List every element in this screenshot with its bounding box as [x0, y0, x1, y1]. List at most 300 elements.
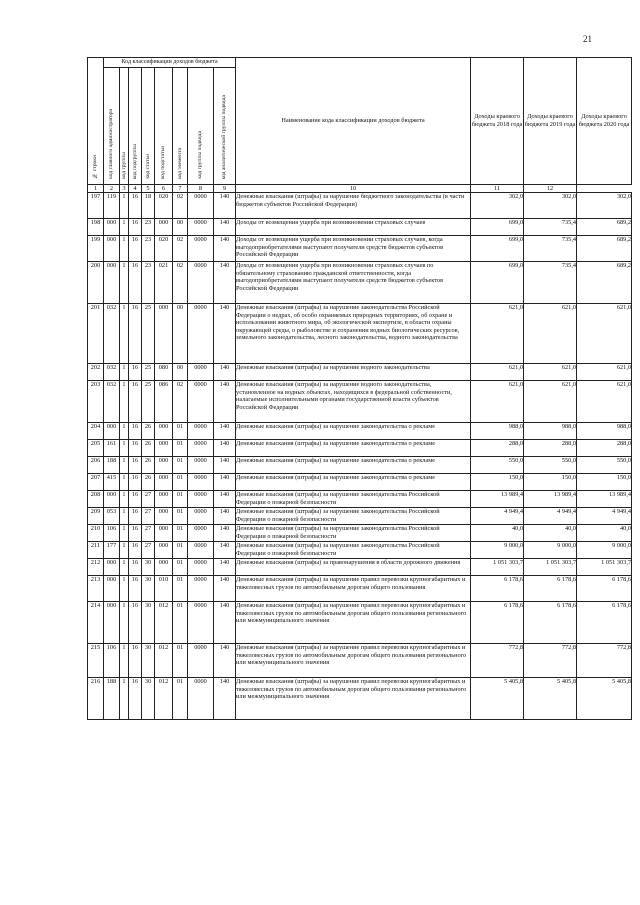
value-2019: 5 405,8 — [524, 678, 577, 720]
table-row — [88, 193, 632, 219]
code-subgroup: 16 — [129, 644, 142, 678]
table-row — [88, 542, 632, 559]
code-analytic-group: 140 — [214, 193, 236, 219]
code-element: 00 — [173, 304, 188, 364]
header-year-2019: Доходы краевого бюджета 2019 года — [524, 58, 577, 185]
code-element: 01 — [173, 576, 188, 602]
value-2020: 772,8 — [577, 644, 632, 678]
column-number: 4 — [129, 185, 142, 193]
code-group: 1 — [120, 219, 129, 236]
revenue-name: Доходы от возмещения ущерба при возникновении страховых случаев по обязательному страхованию гражданской ответственности, когда выгодоприобретателями выступают получатели средств бюджетов субъектов Российской Федерации — [236, 262, 471, 304]
column-number: 10 — [236, 185, 471, 193]
code-element: 01 — [173, 602, 188, 644]
table-row — [88, 236, 632, 262]
column-number: 9 — [214, 185, 236, 193]
value-2018: 40,0 — [471, 525, 524, 542]
code-article: 26 — [142, 474, 155, 491]
value-2020: 621,0 — [577, 381, 632, 423]
code-group: 1 — [120, 491, 129, 508]
row-number: 216 — [88, 678, 104, 720]
value-2018: 6 178,6 — [471, 602, 524, 644]
value-2019: 621,0 — [524, 381, 577, 423]
revenue-name: Денежные взыскания (штрафы) за нарушение законодательства Российской Федерации о пожарной безопасности — [236, 491, 471, 508]
value-2018: 150,0 — [471, 474, 524, 491]
value-2020: 150,0 — [577, 474, 632, 491]
code-admin: 053 — [104, 508, 120, 525]
code-admin: 000 — [104, 423, 120, 440]
value-2019: 6 178,6 — [524, 602, 577, 644]
code-subarticle: 021 — [155, 262, 173, 304]
revenue-name: Денежные взыскания (штрафы) за нарушение законодательства о рекламе — [236, 457, 471, 474]
code-group: 1 — [120, 602, 129, 644]
code-element: 02 — [173, 262, 188, 304]
value-2019: 150,0 — [524, 474, 577, 491]
code-group: 1 — [120, 576, 129, 602]
value-2019: 4 949,4 — [524, 508, 577, 525]
code-admin: 161 — [104, 440, 120, 457]
code-article: 23 — [142, 219, 155, 236]
page-number: 21 — [583, 34, 592, 44]
code-element: 01 — [173, 559, 188, 576]
code-subgroup: 16 — [129, 423, 142, 440]
code-analytic-group: 140 — [214, 559, 236, 576]
code-admin: 032 — [104, 304, 120, 364]
code-group: 1 — [120, 508, 129, 525]
value-2018: 13 989,4 — [471, 491, 524, 508]
revenue-name: Денежные взыскания (штрафы) за нарушение законодательства Российской Федерации о пожарной безопасности — [236, 508, 471, 525]
row-number: 197 — [88, 193, 104, 219]
code-analytic-group: 140 — [214, 525, 236, 542]
code-subgroup: 16 — [129, 193, 142, 219]
code-element: 01 — [173, 457, 188, 474]
row-number: 205 — [88, 440, 104, 457]
header-code-element: код элемента — [173, 68, 188, 185]
code-subgroup: 16 — [129, 525, 142, 542]
code-subarticle: 000 — [155, 457, 173, 474]
code-subtype-group: 0000 — [188, 525, 214, 542]
code-article: 27 — [142, 508, 155, 525]
code-group: 1 — [120, 440, 129, 457]
code-subgroup: 16 — [129, 508, 142, 525]
code-group: 1 — [120, 364, 129, 381]
code-subarticle: 000 — [155, 508, 173, 525]
code-element: 02 — [173, 193, 188, 219]
code-element: 01 — [173, 491, 188, 508]
header-code-article: код статьи — [142, 68, 155, 185]
code-element: 01 — [173, 474, 188, 491]
code-subtype-group: 0000 — [188, 491, 214, 508]
code-admin: 000 — [104, 219, 120, 236]
code-admin: 106 — [104, 525, 120, 542]
code-subtype-group: 0000 — [188, 193, 214, 219]
value-2018: 4 949,4 — [471, 508, 524, 525]
value-2020: 6 178,6 — [577, 576, 632, 602]
header-code-subtype-group: код группы подвида — [188, 68, 214, 185]
code-group: 1 — [120, 423, 129, 440]
code-admin: 032 — [104, 364, 120, 381]
value-2018: 288,0 — [471, 440, 524, 457]
code-element: 01 — [173, 644, 188, 678]
code-article: 30 — [142, 576, 155, 602]
code-subtype-group: 0000 — [188, 219, 214, 236]
code-element: 02 — [173, 236, 188, 262]
code-subgroup: 16 — [129, 381, 142, 423]
code-article: 27 — [142, 542, 155, 559]
value-2020: 9 000,0 — [577, 542, 632, 559]
column-number: 2 — [104, 185, 120, 193]
code-article: 25 — [142, 304, 155, 364]
value-2020: 621,0 — [577, 304, 632, 364]
value-2018: 302,0 — [471, 193, 524, 219]
code-analytic-group: 140 — [214, 381, 236, 423]
table-row — [88, 457, 632, 474]
header-code-analytic-group: код аналитической группы подвида — [214, 68, 236, 185]
value-2019: 735,4 — [524, 262, 577, 304]
code-subtype-group: 0000 — [188, 576, 214, 602]
value-2020: 1 051 303,7 — [577, 559, 632, 576]
value-2018: 699,0 — [471, 262, 524, 304]
code-subarticle: 012 — [155, 644, 173, 678]
code-subgroup: 16 — [129, 440, 142, 457]
header-name: Наименование кода классификации доходов бюджета — [236, 58, 471, 185]
column-numbers-row — [88, 185, 632, 193]
code-subtype-group: 0000 — [188, 304, 214, 364]
code-analytic-group: 140 — [214, 576, 236, 602]
value-2020: 988,0 — [577, 423, 632, 440]
revenue-name: Денежные взыскания (штрафы) за нарушение правил перевозки крупногабаритных и тяжеловесных грузов по автомобильным дорогам общего пользования — [236, 576, 471, 602]
code-subtype-group: 0000 — [188, 440, 214, 457]
code-admin: 415 — [104, 474, 120, 491]
code-article: 30 — [142, 559, 155, 576]
code-admin: 000 — [104, 576, 120, 602]
row-number: 200 — [88, 262, 104, 304]
revenue-name: Денежные взыскания (штрафы) за нарушение законодательства о рекламе — [236, 423, 471, 440]
code-element: 00 — [173, 364, 188, 381]
row-number: 203 — [88, 381, 104, 423]
table-row — [88, 602, 632, 644]
value-2019: 621,0 — [524, 364, 577, 381]
column-number: 8 — [188, 185, 214, 193]
code-subgroup: 16 — [129, 542, 142, 559]
code-subtype-group: 0000 — [188, 542, 214, 559]
header-classification-group: Код классификации доходов бюджета — [104, 58, 236, 68]
code-analytic-group: 140 — [214, 236, 236, 262]
code-element: 01 — [173, 525, 188, 542]
code-subgroup: 16 — [129, 576, 142, 602]
value-2019: 621,0 — [524, 304, 577, 364]
value-2018: 5 405,8 — [471, 678, 524, 720]
revenue-name: Денежные взыскания (штрафы) за нарушение законодательства Российской Федерации о пожарной безопасности — [236, 542, 471, 559]
value-2019: 1 051 303,7 — [524, 559, 577, 576]
code-subarticle: 000 — [155, 423, 173, 440]
code-analytic-group: 140 — [214, 602, 236, 644]
column-number: 7 — [173, 185, 188, 193]
code-subgroup: 16 — [129, 602, 142, 644]
value-2020: 689,2 — [577, 219, 632, 236]
row-number: 213 — [88, 576, 104, 602]
value-2019: 288,0 — [524, 440, 577, 457]
code-article: 18 — [142, 193, 155, 219]
value-2019: 6 178,6 — [524, 576, 577, 602]
code-element: 02 — [173, 381, 188, 423]
code-group: 1 — [120, 262, 129, 304]
code-subarticle: 080 — [155, 364, 173, 381]
column-number: 11 — [471, 185, 524, 193]
code-admin: 000 — [104, 559, 120, 576]
value-2018: 772,8 — [471, 644, 524, 678]
code-admin: 032 — [104, 381, 120, 423]
table-row — [88, 262, 632, 304]
value-2020: 550,0 — [577, 457, 632, 474]
row-number: 199 — [88, 236, 104, 262]
table-body — [88, 193, 632, 720]
revenue-name: Денежные взыскания (штрафы) за нарушение правил перевозки крупногабаритных и тяжеловесных грузов по автомобильным дорогам общего пользования регионального или межмуниципального значения — [236, 602, 471, 644]
code-analytic-group: 140 — [214, 678, 236, 720]
value-2020: 6 178,6 — [577, 602, 632, 644]
value-2019: 988,0 — [524, 423, 577, 440]
code-subtype-group: 0000 — [188, 364, 214, 381]
code-analytic-group: 140 — [214, 644, 236, 678]
value-2018: 621,0 — [471, 381, 524, 423]
value-2018: 699,0 — [471, 219, 524, 236]
code-subtype-group: 0000 — [188, 423, 214, 440]
value-2019: 550,0 — [524, 457, 577, 474]
revenue-name: Денежные взыскания (штрафы) за нарушение правил перевозки крупногабаритных и тяжеловесных грузов по автомобильным дорогам общего пользования регионального или межмуниципального значения — [236, 644, 471, 678]
value-2020: 302,0 — [577, 193, 632, 219]
revenue-name: Денежные взыскания (штрафы) за нарушение бюджетного законодательства (в части бюджетов субъектов Российской Федерации) — [236, 193, 471, 219]
revenue-name: Денежные взыскания (штрафы) за нарушение правил перевозки крупногабаритных и тяжеловесных грузов по автомобильным дорогам общего пользования регионального или межмуниципального значения — [236, 678, 471, 720]
value-2019: 13 989,4 — [524, 491, 577, 508]
revenue-name: Доходы от возмещения ущерба при возникновении страховых случаев — [236, 219, 471, 236]
code-article: 27 — [142, 525, 155, 542]
value-2018: 9 000,0 — [471, 542, 524, 559]
code-group: 1 — [120, 542, 129, 559]
revenue-name: Денежные взыскания (штрафы) за нарушение законодательства Российской Федерации о пожарной безопасности — [236, 525, 471, 542]
row-number: 206 — [88, 457, 104, 474]
table-row — [88, 491, 632, 508]
code-article: 23 — [142, 236, 155, 262]
code-group: 1 — [120, 457, 129, 474]
value-2019: 735,4 — [524, 219, 577, 236]
row-number: 209 — [88, 508, 104, 525]
column-number: 12 — [524, 185, 577, 193]
table-row — [88, 440, 632, 457]
code-subtype-group: 0000 — [188, 644, 214, 678]
revenue-name: Денежные взыскания (штрафы) за правонарушения в области дорожного движения — [236, 559, 471, 576]
code-subarticle: 020 — [155, 193, 173, 219]
code-subarticle: 000 — [155, 542, 173, 559]
code-subgroup: 16 — [129, 219, 142, 236]
value-2019: 9 000,0 — [524, 542, 577, 559]
code-subarticle: 000 — [155, 525, 173, 542]
column-number: 5 — [142, 185, 155, 193]
table-row — [88, 644, 632, 678]
code-analytic-group: 140 — [214, 491, 236, 508]
header-row-number: № строки — [88, 58, 104, 185]
table-row — [88, 559, 632, 576]
code-element: 01 — [173, 542, 188, 559]
table-row — [88, 525, 632, 542]
code-subtype-group: 0000 — [188, 602, 214, 644]
revenue-name: Денежные взыскания (штрафы) за нарушение водного законодательства, установленное на водных объектах, находящихся в федеральной собственности, налагаемые исполнительными органами государственной власти субъектов Российской Федерации — [236, 381, 471, 423]
code-group: 1 — [120, 644, 129, 678]
header-code-subgroup: код подгруппы — [129, 68, 142, 185]
code-element: 01 — [173, 678, 188, 720]
code-analytic-group: 140 — [214, 474, 236, 491]
column-number: 3 — [120, 185, 129, 193]
code-article: 27 — [142, 491, 155, 508]
code-subarticle: 000 — [155, 219, 173, 236]
value-2019: 40,0 — [524, 525, 577, 542]
code-element: 00 — [173, 219, 188, 236]
code-article: 26 — [142, 423, 155, 440]
column-number: 1 — [88, 185, 104, 193]
code-analytic-group: 140 — [214, 542, 236, 559]
table-row — [88, 364, 632, 381]
table-row — [88, 304, 632, 364]
value-2020: 5 405,8 — [577, 678, 632, 720]
value-2018: 1 051 303,7 — [471, 559, 524, 576]
table-row — [88, 381, 632, 423]
code-subgroup: 16 — [129, 559, 142, 576]
code-subgroup: 16 — [129, 678, 142, 720]
value-2020: 13 989,4 — [577, 491, 632, 508]
code-group: 1 — [120, 381, 129, 423]
value-2020: 40,0 — [577, 525, 632, 542]
header-code-group: код группы — [120, 68, 129, 185]
table-row — [88, 474, 632, 491]
code-group: 1 — [120, 304, 129, 364]
code-subgroup: 16 — [129, 457, 142, 474]
code-subtype-group: 0000 — [188, 559, 214, 576]
value-2018: 988,0 — [471, 423, 524, 440]
value-2019: 735,4 — [524, 236, 577, 262]
code-subtype-group: 0000 — [188, 508, 214, 525]
value-2020: 689,2 — [577, 236, 632, 262]
code-admin: 119 — [104, 193, 120, 219]
revenue-name: Доходы от возмещения ущерба при возникновении страховых случаев, когда выгодоприобретателями выступают получатели средств бюджетов субъектов Российской Федерации — [236, 236, 471, 262]
code-subgroup: 16 — [129, 236, 142, 262]
code-element: 01 — [173, 423, 188, 440]
value-2020: 288,0 — [577, 440, 632, 457]
code-subarticle: 020 — [155, 236, 173, 262]
code-analytic-group: 140 — [214, 219, 236, 236]
revenue-name: Денежные взыскания (штрафы) за нарушение законодательства о рекламе — [236, 474, 471, 491]
code-analytic-group: 140 — [214, 423, 236, 440]
code-subtype-group: 0000 — [188, 236, 214, 262]
revenue-name: Денежные взыскания (штрафы) за нарушение законодательства Российской Федерации о недрах, об особо охраняемых природных территориях, об охране и использовании животного мира, об экологической экспертизе, в области охраны окружающей среды, о рыболовстве и сохранении водных биологических ресурсов, земельного законодательства, лесного законодательства, водного законодательства — [236, 304, 471, 364]
row-number: 214 — [88, 602, 104, 644]
code-subgroup: 16 — [129, 262, 142, 304]
row-number: 215 — [88, 644, 104, 678]
column-number: 6 — [155, 185, 173, 193]
value-2020: 621,0 — [577, 364, 632, 381]
code-group: 1 — [120, 474, 129, 491]
row-number: 202 — [88, 364, 104, 381]
code-subarticle: 012 — [155, 602, 173, 644]
code-analytic-group: 140 — [214, 304, 236, 364]
code-subtype-group: 0000 — [188, 474, 214, 491]
code-article: 30 — [142, 602, 155, 644]
header-year-2020: Доходы краевого бюджета 2020 года — [577, 58, 632, 185]
code-group: 1 — [120, 193, 129, 219]
code-analytic-group: 140 — [214, 364, 236, 381]
revenue-name: Денежные взыскания (штрафы) за нарушение законодательства о рекламе — [236, 440, 471, 457]
header-code-admin: код главного администратора — [104, 68, 120, 185]
code-article: 23 — [142, 262, 155, 304]
code-subtype-group: 0000 — [188, 457, 214, 474]
value-2018: 699,0 — [471, 236, 524, 262]
value-2018: 6 178,6 — [471, 576, 524, 602]
table-row — [88, 423, 632, 440]
value-2020: 4 949,4 — [577, 508, 632, 525]
code-analytic-group: 140 — [214, 508, 236, 525]
code-subarticle: 010 — [155, 576, 173, 602]
code-subgroup: 16 — [129, 364, 142, 381]
header-code-subarticle: код подстатьи — [155, 68, 173, 185]
value-2020: 689,2 — [577, 262, 632, 304]
table-row — [88, 508, 632, 525]
row-number: 198 — [88, 219, 104, 236]
code-group: 1 — [120, 678, 129, 720]
table-row — [88, 678, 632, 720]
code-admin: 000 — [104, 491, 120, 508]
code-group: 1 — [120, 525, 129, 542]
code-element: 01 — [173, 440, 188, 457]
row-number: 208 — [88, 491, 104, 508]
row-number: 204 — [88, 423, 104, 440]
code-admin: 000 — [104, 602, 120, 644]
code-subtype-group: 0000 — [188, 678, 214, 720]
code-subgroup: 16 — [129, 474, 142, 491]
code-analytic-group: 140 — [214, 262, 236, 304]
row-number: 210 — [88, 525, 104, 542]
code-subgroup: 16 — [129, 491, 142, 508]
code-subarticle: 000 — [155, 559, 173, 576]
row-number: 211 — [88, 542, 104, 559]
code-admin: 000 — [104, 262, 120, 304]
table-row — [88, 576, 632, 602]
value-2019: 772,8 — [524, 644, 577, 678]
code-article: 26 — [142, 440, 155, 457]
code-subgroup: 16 — [129, 304, 142, 364]
table-row — [88, 219, 632, 236]
budget-revenue-table — [87, 57, 632, 720]
code-subarticle: 086 — [155, 381, 173, 423]
code-article: 25 — [142, 381, 155, 423]
code-admin: 177 — [104, 542, 120, 559]
header-year-2018: Доходы краевого бюджета 2018 года — [471, 58, 524, 185]
value-2018: 550,0 — [471, 457, 524, 474]
code-subarticle: 000 — [155, 474, 173, 491]
code-admin: 000 — [104, 236, 120, 262]
code-article: 26 — [142, 457, 155, 474]
row-number: 201 — [88, 304, 104, 364]
code-article: 30 — [142, 644, 155, 678]
row-number: 212 — [88, 559, 104, 576]
code-admin: 106 — [104, 644, 120, 678]
value-2019: 302,0 — [524, 193, 577, 219]
code-admin: 188 — [104, 678, 120, 720]
row-number: 207 — [88, 474, 104, 491]
code-subarticle: 012 — [155, 678, 173, 720]
value-2018: 621,0 — [471, 364, 524, 381]
value-2018: 621,0 — [471, 304, 524, 364]
code-subarticle: 000 — [155, 304, 173, 364]
code-article: 30 — [142, 678, 155, 720]
code-group: 1 — [120, 236, 129, 262]
code-article: 25 — [142, 364, 155, 381]
